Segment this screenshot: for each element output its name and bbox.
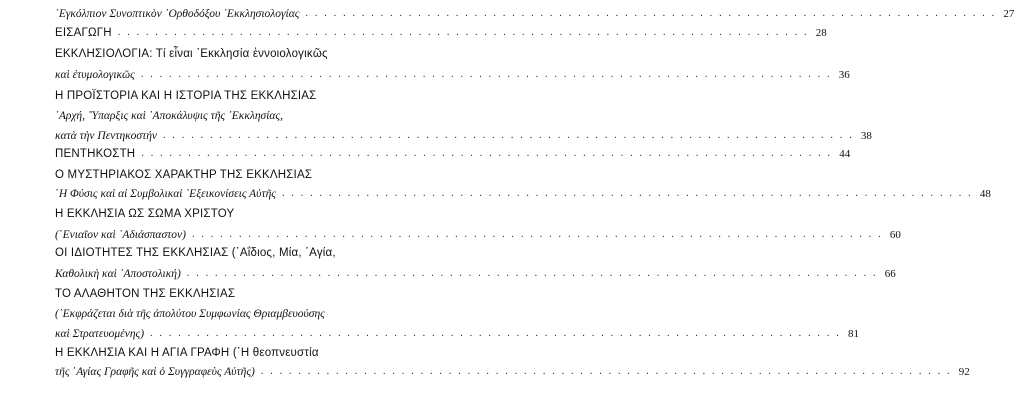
toc-page-number: 81	[847, 328, 859, 340]
toc-entry-text: ΠΕΝΤΗΚΟΣΤΗ	[55, 148, 136, 160]
toc-entry-text: (῾Ενιαῖον καὶ ᾿Αδιάσπαστον)	[55, 229, 186, 241]
toc-page-number: 44	[839, 148, 851, 160]
toc-entry-text: Ο ΜΥΣΤΗΡΙΑΚΟΣ ΧΑΡΑΚΤΗΡ ΤΗΣ ΕΚΚΛΗΣΙΑΣ	[55, 169, 313, 181]
toc-line	[55, 127, 872, 145]
toc-entry-text: καὶ Στρατευομένης)	[55, 328, 145, 340]
toc-line	[55, 363, 970, 381]
toc-entry-text: Η ΠΡΟΪΣΤΟΡΙΑ ΚΑΙ Η ΙΣΤΟΡΙΑ ΤΗΣ ΕΚΚΛΗΣΙΑΣ	[55, 90, 317, 102]
dot-leader	[261, 363, 952, 381]
dot-leader	[141, 66, 832, 84]
toc-page-number: 27	[1003, 8, 1014, 20]
toc-line	[55, 5, 1014, 23]
toc-line	[55, 265, 896, 283]
toc-entry-text: ΕΚΚΛΗΣΙΟΛΟΓΙΑ: Τί εἶναι ᾿Εκκλησία ἐννοιολογικῶς	[55, 48, 328, 60]
toc-page-number: 60	[889, 229, 901, 241]
toc-entry-text: ᾿Εγκόλπιον Συνοπτικὸν ᾿Ορθοδόξου ᾿Εκκλησιολογίας	[55, 8, 300, 20]
dot-leader	[187, 265, 878, 283]
toc-entry-text: ῾Η Φύσις καὶ αἱ Συμβολικαὶ ᾿Εξεικονίσεις Αὐτῆς	[55, 188, 276, 200]
toc-line	[55, 45, 365, 63]
dot-leader	[141, 145, 832, 163]
toc-entry-text: Η ΕΚΚΛΗΣΙΑ ΩΣ ΣΩΜΑ ΧΡΙΣΤΟΥ	[55, 208, 235, 220]
toc-line	[55, 244, 365, 262]
toc-entry-text: κατὰ τὴν Πεντηκοστήν	[55, 130, 158, 142]
toc-entry-text: ΤΟ ΑΛΑΘΗΤΟΝ ΤΗΣ ΕΚΚΛΗΣΙΑΣ	[55, 288, 236, 300]
dot-leader	[163, 127, 854, 145]
toc-page-number: 28	[815, 27, 827, 39]
toc-page-number: 92	[958, 366, 970, 378]
toc-entry-text: τῆς ῾Αγίας Γραφῆς καὶ ὁ Συγγραφεὺς Αὐτῆς)	[55, 366, 255, 378]
toc-line	[55, 107, 365, 125]
toc-line	[55, 66, 850, 84]
dot-leader	[192, 226, 883, 244]
toc-line	[55, 325, 859, 343]
toc-entry-text: Καθολικὴ καὶ ᾿Αποστολική)	[55, 268, 181, 280]
toc-page-number: 66	[884, 268, 896, 280]
toc-page-number: 36	[838, 69, 850, 81]
toc-entry-text: ΕΙΣΑΓΩΓΗ	[55, 27, 112, 39]
toc-entry-text: ᾿Αρχή, ῞Υπαρξις καὶ ᾿Αποκάλυψις τῆς ᾿Εκκλησίας,	[55, 110, 283, 122]
toc-entry-text: ΟΙ ΙΔΙΟΤΗΤΕΣ ΤΗΣ ΕΚΚΛΗΣΙΑΣ (᾿Αΐδιος, Μία, ῾Αγία,	[55, 247, 336, 259]
toc-line	[55, 185, 991, 203]
toc-line	[55, 344, 365, 362]
toc-line	[55, 145, 851, 163]
toc-entry-text: (᾿Εκφράζεται διὰ τῆς ἀπολύτου Συμφωνίας Θριαμβευούσης	[55, 308, 325, 320]
toc-line	[55, 87, 365, 105]
toc-line	[55, 24, 827, 42]
dot-leader	[282, 185, 973, 203]
toc-page-number: 48	[979, 188, 991, 200]
toc-page-number: 38	[860, 130, 872, 142]
dot-leader	[150, 325, 841, 343]
toc-entry-text: Η ΕΚΚΛΗΣΙΑ ΚΑΙ Η ΑΓΙΑ ΓΡΑΦΗ (῾Η θεοπνευστία	[55, 347, 319, 359]
toc-line	[55, 305, 365, 323]
toc-entry-text: καὶ ἐτυμολογικῶς	[55, 69, 135, 81]
dot-leader	[118, 24, 809, 42]
toc-line	[55, 205, 365, 223]
dot-leader	[305, 5, 996, 23]
toc-line	[55, 226, 901, 244]
toc-line	[55, 166, 365, 184]
toc-line	[55, 285, 365, 303]
